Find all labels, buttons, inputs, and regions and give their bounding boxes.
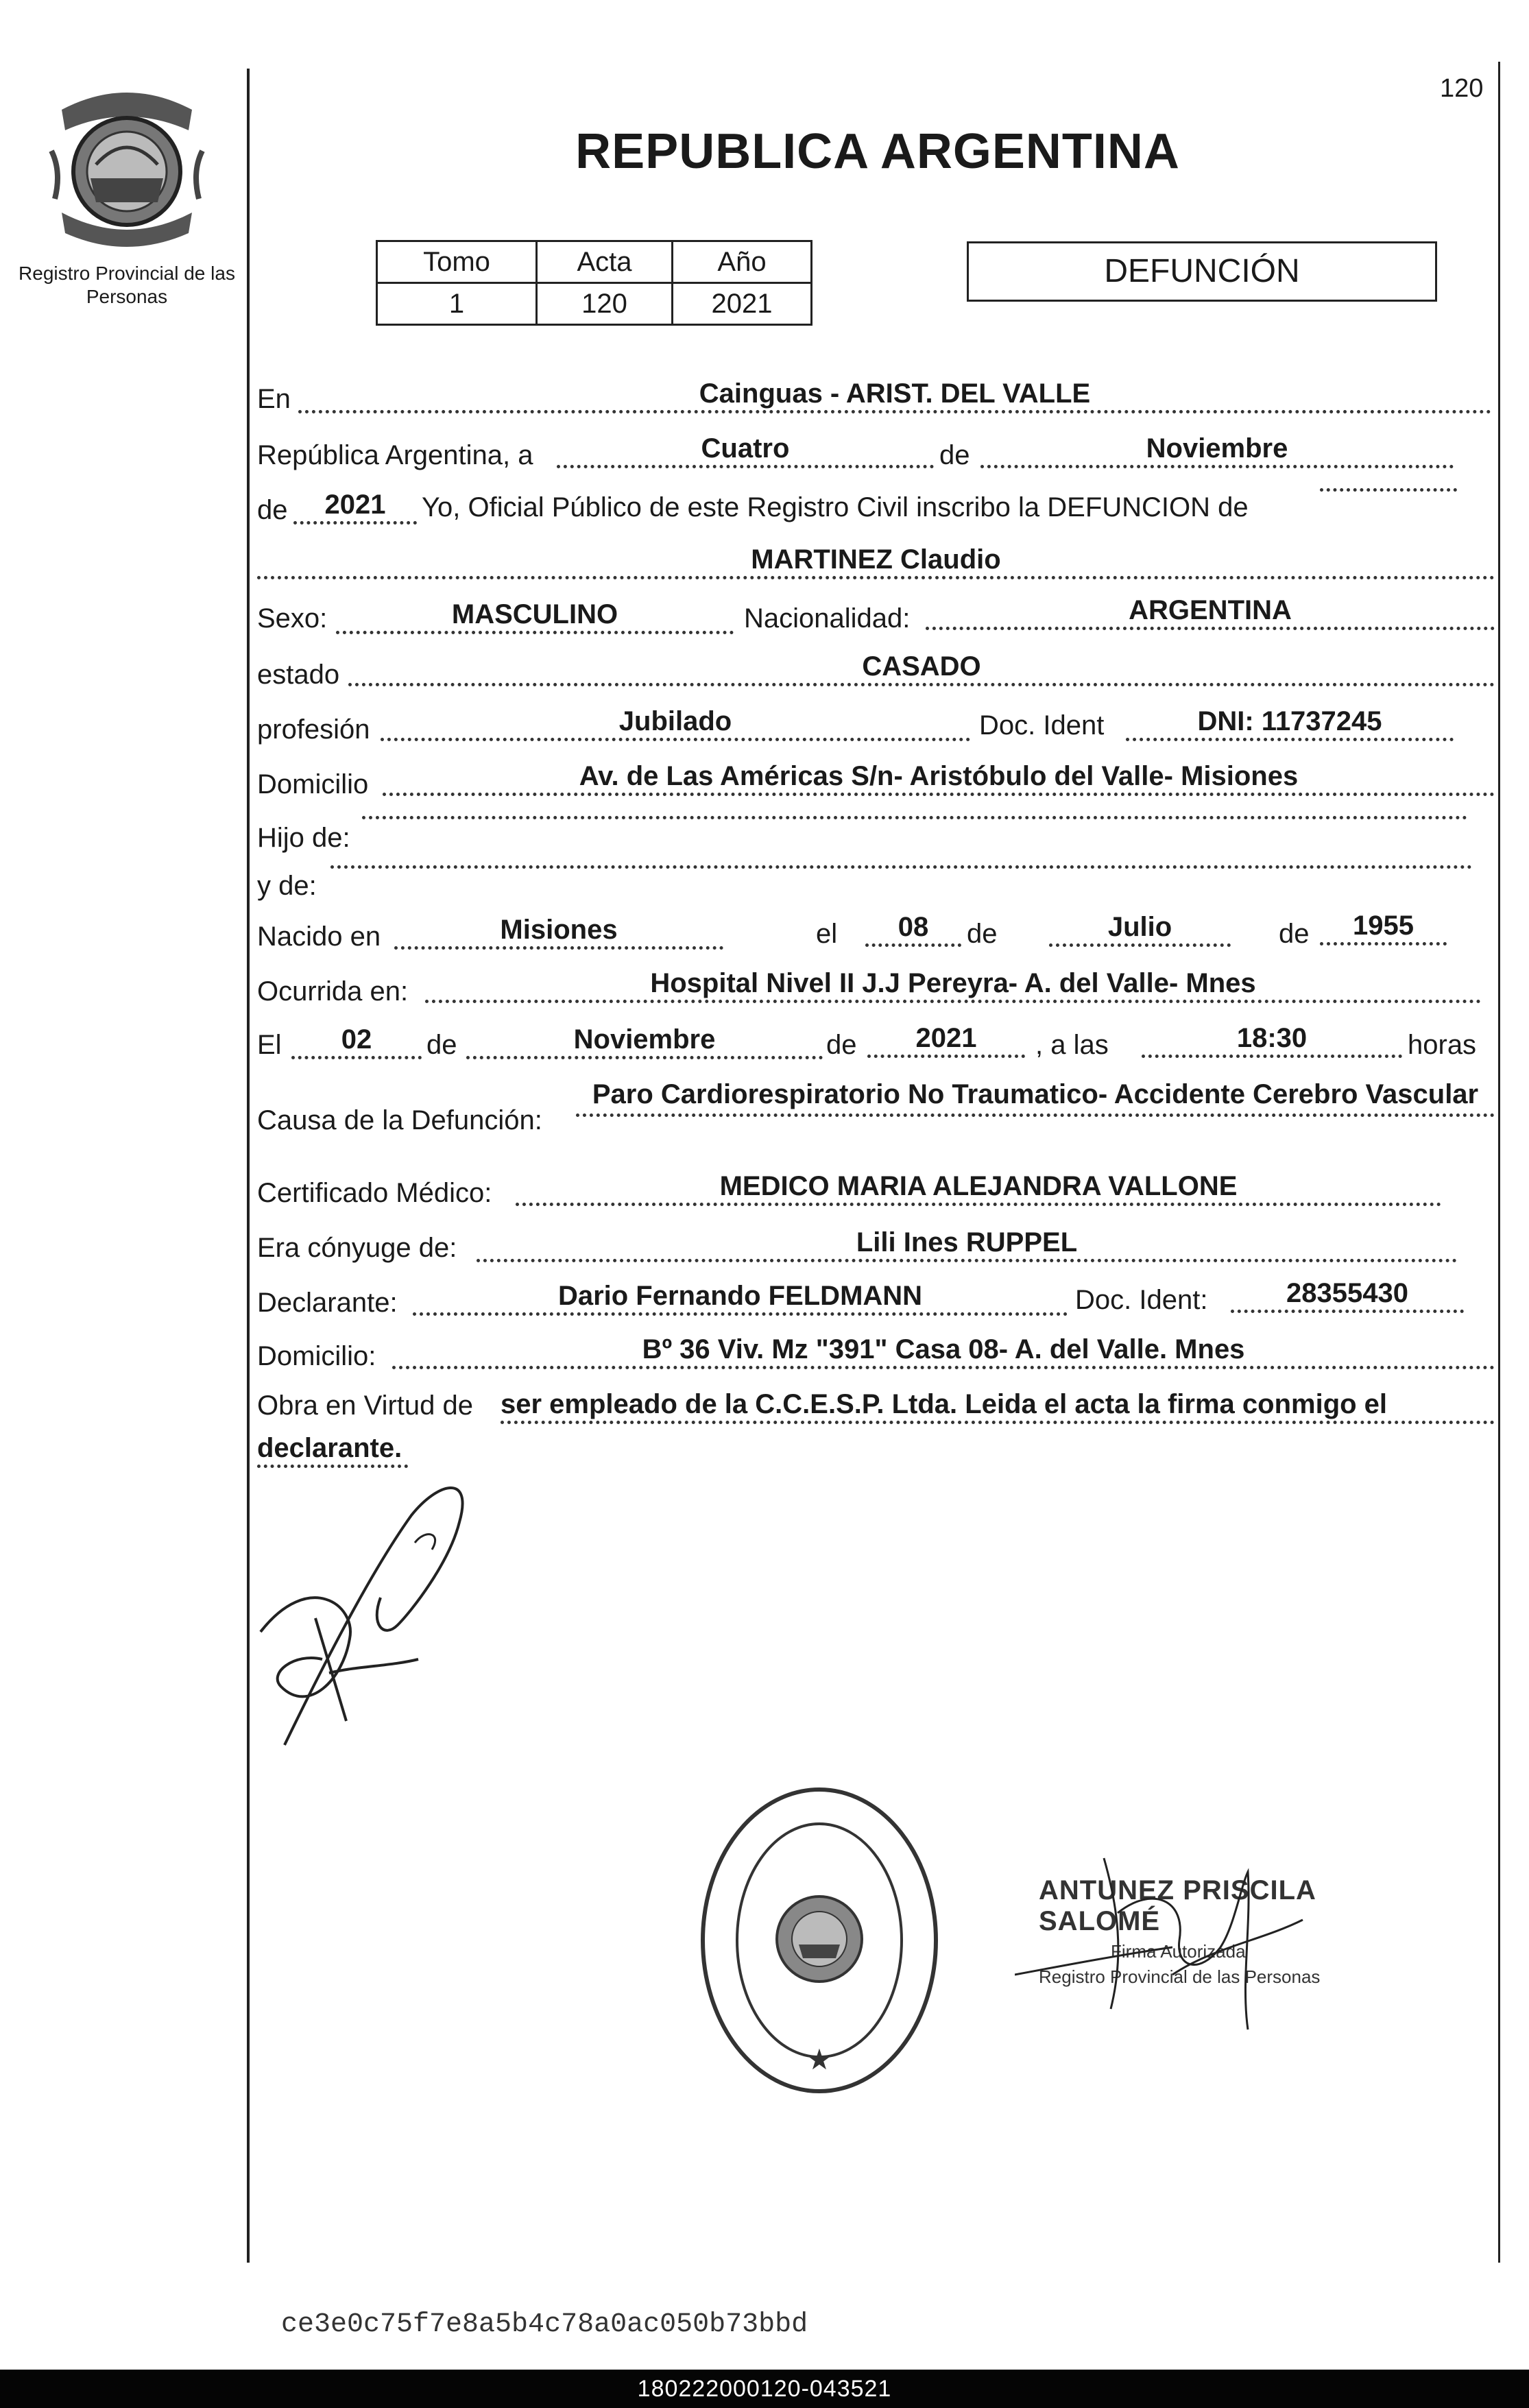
tomo-acta-anio-table <box>376 240 812 326</box>
officer-signature <box>1015 1844 1344 2040</box>
declarant-signature <box>254 1467 501 1759</box>
label-doc-ident: Doc. Ident <box>979 710 1105 741</box>
field-nombre: MARTINEZ Claudio <box>257 543 1495 579</box>
label-certificado: Certificado Médico: <box>257 1178 492 1208</box>
misiones-crest-logo <box>48 82 206 247</box>
acta-value: 120 <box>537 283 673 325</box>
label-de-nacido-mes: de <box>967 919 998 949</box>
field-nacido-lugar: Misiones <box>394 913 723 950</box>
officer-org: Registro Provincial de las Personas <box>1039 1966 1321 1987</box>
label-nacido-en: Nacido en <box>257 922 381 952</box>
field-mes: Noviembre <box>980 432 1454 468</box>
field-nacido-mes: Julio <box>1049 911 1231 947</box>
label-profesion: profesión <box>257 714 370 745</box>
field-hijo-de <box>362 816 1467 819</box>
registry-label: Registro Provincial de las Personas <box>19 263 235 307</box>
field-lugar: Cainguas - ARIST. DEL VALLE <box>298 377 1491 413</box>
field-doc-ident: DNI: 11737245 <box>1126 705 1454 741</box>
left-margin-line <box>247 69 250 2263</box>
anio-value: 2021 <box>673 283 812 325</box>
label-republica: República Argentina, a <box>257 440 533 470</box>
field-declarante-domicilio: Bº 36 Viv. Mz "391" Casa 08- A. del Valle. Mnes <box>392 1333 1495 1369</box>
field-anio: 2021 <box>293 488 417 525</box>
label-obra: Obra en Virtud de <box>257 1390 474 1421</box>
field-fallec-mes: Noviembre <box>466 1023 823 1059</box>
label-a-las: , a las <box>1035 1030 1109 1060</box>
label-estado: estado <box>257 660 340 690</box>
officer-name: ANTUNEZ PRISCILA SALOMÉ <box>1039 1875 1316 1936</box>
label-declarante: Declarante: <box>257 1288 398 1318</box>
label-horas: horas <box>1408 1030 1477 1060</box>
label-el2: El <box>257 1030 282 1060</box>
field-nacionalidad: ARGENTINA <box>926 594 1495 630</box>
anio-header: Año <box>673 241 812 283</box>
label-yo-statement: Yo, Oficial Público de este Registro Civil inscribo la DEFUNCION de <box>422 492 1249 522</box>
field-declarante-doc: 28355430 <box>1231 1277 1464 1313</box>
field-causa: Paro Cardiorespiratorio No Traumatico- Accidente Cerebro Vascular <box>576 1075 1495 1117</box>
label-ocurrida-en: Ocurrida en: <box>257 976 409 1007</box>
field-obra-line1: ser empleado de la C.C.E.S.P. Ltda. Leida el acta la firma conmigo el <box>501 1388 1495 1424</box>
tomo-header: Tomo <box>377 241 537 283</box>
officer-title: Firma Autorizada <box>1111 1941 1246 1962</box>
field-nacido-anio: 1955 <box>1320 909 1447 946</box>
label-y-de: y de: <box>257 871 317 901</box>
field-estado: CASADO <box>348 650 1495 686</box>
label-en: En <box>257 384 291 414</box>
field-fallec-anio: 2021 <box>867 1022 1025 1058</box>
field-dia: Cuatro <box>557 432 934 468</box>
field-y-de <box>330 865 1472 869</box>
field-obra-line2: declarante. <box>257 1432 408 1468</box>
document-hash: ce3e0c75f7e8a5b4c78a0ac050b73bbd <box>281 2309 808 2340</box>
document-type-box: DEFUNCIÓN <box>967 241 1437 302</box>
field-ocurrida-en: Hospital Nivel II J.J Pereyra- A. del Valle- Mnes <box>425 967 1481 1003</box>
right-margin-line <box>1498 62 1500 2263</box>
field-fallec-hora: 18:30 <box>1142 1022 1402 1058</box>
field-domicilio: Av. de Las Américas S/n- Aristóbulo del Valle- Misiones <box>383 760 1495 796</box>
label-de-nacido-anio: de <box>1279 919 1310 949</box>
label-de-fallec-mes: de <box>426 1030 457 1060</box>
official-stamp <box>696 1783 943 2102</box>
page-title: REPUBLICA ARGENTINA <box>575 124 1180 179</box>
footer-id-bar: 180222000120-043521 <box>0 2370 1529 2408</box>
label-de-year: de <box>257 495 288 525</box>
field-declarante: Dario Fernando FELDMANN <box>413 1279 1068 1316</box>
svg-text:★: ★ <box>806 2043 832 2076</box>
label-nacionalidad: Nacionalidad: <box>744 603 911 634</box>
label-domicilio-declarante: Domicilio: <box>257 1341 376 1371</box>
tomo-value: 1 <box>377 283 537 325</box>
label-de-mes: de <box>939 440 970 470</box>
label-causa: Causa de la Defunción: <box>257 1105 542 1135</box>
field-sexo: MASCULINO <box>336 598 734 634</box>
field-profesion: Jubilado <box>381 705 970 741</box>
field-certificado: MEDICO MARIA ALEJANDRA VALLONE <box>516 1170 1441 1206</box>
field-blank-yo <box>1320 488 1457 492</box>
label-hijo-de: Hijo de: <box>257 823 350 853</box>
label-doc-ident-declarante: Doc. Ident: <box>1075 1285 1208 1315</box>
label-domicilio: Domicilio <box>257 769 369 799</box>
label-sexo: Sexo: <box>257 603 328 634</box>
field-fallec-dia: 02 <box>291 1023 422 1059</box>
field-conyuge: Lili Ines RUPPEL <box>477 1226 1457 1262</box>
acta-header: Acta <box>537 241 673 283</box>
label-conyuge: Era cónyuge de: <box>257 1233 457 1263</box>
field-nacido-dia: 08 <box>865 911 961 947</box>
page-number: 120 <box>1440 74 1484 103</box>
label-de-fallec-anio: de <box>826 1030 857 1060</box>
label-el: el <box>816 919 838 949</box>
